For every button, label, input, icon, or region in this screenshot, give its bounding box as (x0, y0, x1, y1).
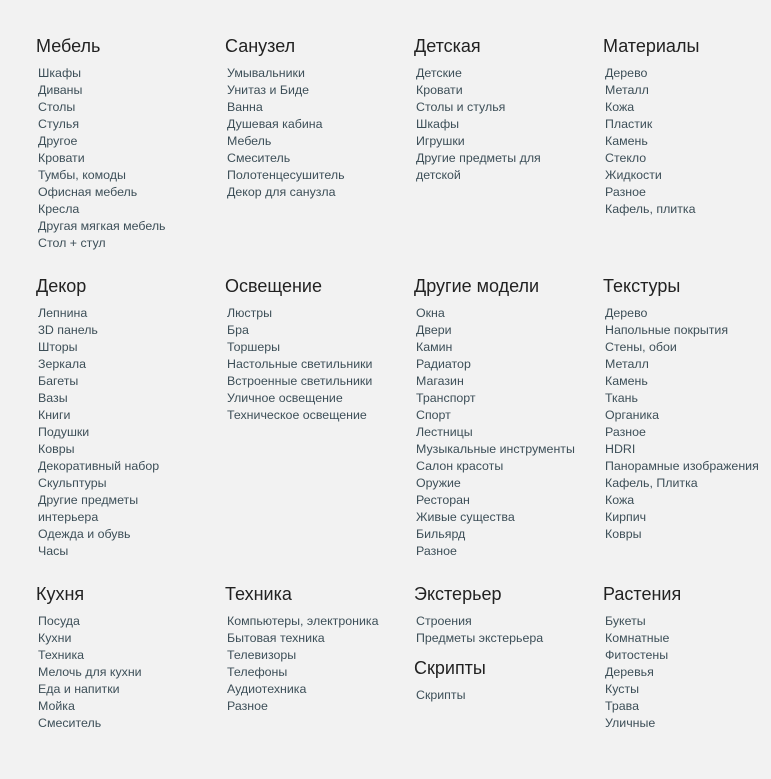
category-link[interactable]: Бильярд (416, 527, 466, 541)
list-item (227, 167, 405, 184)
category-link[interactable]: Трава (605, 699, 639, 713)
list-item (227, 664, 405, 681)
list-item (605, 339, 771, 356)
category-link[interactable]: Еда и напитки (38, 682, 120, 696)
list-item (605, 150, 771, 167)
list-item (605, 99, 771, 116)
category-link[interactable]: Транспорт (416, 391, 476, 405)
category-link[interactable]: Органика (605, 408, 660, 422)
list-item (605, 630, 771, 647)
category-link[interactable]: Полотенцесушитель (227, 168, 345, 182)
category-tekhnika (225, 583, 405, 715)
category-tekstury (603, 275, 771, 543)
list-item (38, 339, 216, 356)
category-item-list (605, 65, 771, 218)
list-item (416, 526, 594, 543)
list-item (605, 526, 771, 543)
category-link[interactable]: Металл (605, 357, 649, 371)
category-link[interactable]: Букеты (605, 614, 646, 628)
list-item (227, 65, 405, 82)
category-title: Кухня (36, 584, 85, 604)
category-link[interactable]: Люстры (227, 306, 273, 320)
category-link[interactable]: Комнатные (605, 631, 670, 645)
category-item-list (38, 65, 216, 252)
list-item (416, 441, 594, 458)
category-link[interactable]: Кожа (605, 100, 635, 114)
category-link[interactable]: Детские (416, 66, 462, 80)
list-item (416, 687, 594, 704)
category-link[interactable]: Душевая кабина (227, 117, 323, 131)
list-item (227, 82, 405, 99)
category-link[interactable]: Телефоны (227, 665, 288, 679)
category-item-list (416, 65, 594, 184)
category-link[interactable]: детской (416, 168, 461, 182)
list-item (416, 390, 594, 407)
list-item (227, 305, 405, 322)
category-link[interactable]: Диваны (38, 83, 83, 97)
category-title: Скрипты (414, 658, 486, 678)
category-link[interactable]: Ванна (227, 100, 263, 114)
category-link[interactable]: Кусты (605, 682, 640, 696)
category-link[interactable]: Уличные (605, 716, 656, 730)
list-item (605, 167, 771, 184)
list-item (605, 715, 771, 732)
category-link[interactable]: Стулья (38, 117, 80, 131)
category-item-list (416, 305, 594, 560)
category-sanuzel (225, 35, 405, 201)
category-eksterer (414, 583, 594, 647)
list-item (227, 339, 405, 356)
category-link[interactable]: Кожа (605, 493, 635, 507)
category-link[interactable]: Тумбы, комоды (38, 168, 126, 182)
list-item (38, 65, 216, 82)
category-link[interactable]: Камин (416, 340, 453, 354)
list-item (227, 116, 405, 133)
list-item (38, 475, 216, 492)
list-item (227, 99, 405, 116)
category-link[interactable]: Напольные покрытия (605, 323, 729, 337)
category-link[interactable]: Книги (38, 408, 71, 422)
list-item (38, 235, 216, 252)
list-item (416, 82, 594, 99)
category-kukhnya (36, 583, 216, 732)
list-item (416, 167, 594, 184)
category-link[interactable]: Радиатор (416, 357, 471, 371)
list-item (416, 475, 594, 492)
category-mebel (36, 35, 216, 252)
list-item (38, 613, 216, 630)
category-link[interactable]: Лестницы (416, 425, 473, 439)
category-link[interactable]: 3D панель (38, 323, 98, 337)
category-link[interactable]: Уличное освещение (227, 391, 343, 405)
category-link[interactable]: Кирпич (605, 510, 647, 524)
category-link[interactable]: Разное (416, 544, 457, 558)
category-title: Техника (225, 584, 292, 604)
category-link[interactable]: Другие предметы для (416, 151, 541, 165)
category-link[interactable]: Двери (416, 323, 452, 337)
category-link[interactable]: Салон красоты (416, 459, 504, 473)
category-link[interactable]: Другое (38, 134, 78, 148)
list-item (227, 322, 405, 339)
category-link[interactable]: Ткань (605, 391, 638, 405)
category-link[interactable]: Предметы экстерьера (416, 631, 544, 645)
list-item (38, 390, 216, 407)
category-link[interactable]: Смеситель (227, 151, 291, 165)
category-link[interactable]: Настольные светильники (227, 357, 373, 371)
list-item (416, 150, 594, 167)
list-item (416, 116, 594, 133)
list-item (38, 715, 216, 732)
list-item (605, 356, 771, 373)
category-title: Освещение (225, 276, 322, 296)
list-item (38, 82, 216, 99)
category-link[interactable]: Декоративный набор (38, 459, 160, 473)
category-link[interactable]: Смеситель (38, 716, 102, 730)
category-link[interactable]: Кухни (38, 631, 72, 645)
list-item (38, 116, 216, 133)
list-item (227, 698, 405, 715)
list-item (416, 305, 594, 322)
category-link[interactable]: Кафель, плитка (605, 202, 696, 216)
list-item (227, 630, 405, 647)
list-item (605, 664, 771, 681)
category-link[interactable]: Аудиотехника (227, 682, 307, 696)
category-link[interactable]: Ковры (605, 527, 642, 541)
category-link[interactable]: Металл (605, 83, 649, 97)
list-item (605, 65, 771, 82)
list-item (38, 543, 216, 560)
list-item (416, 339, 594, 356)
list-item (227, 373, 405, 390)
category-title: Экстерьер (414, 584, 502, 604)
category-skripty (414, 657, 594, 704)
category-link[interactable]: Бытовая техника (227, 631, 325, 645)
category-link[interactable]: Бра (227, 323, 249, 337)
list-item (416, 509, 594, 526)
list-item (227, 681, 405, 698)
list-item (38, 664, 216, 681)
category-link[interactable]: Фитостены (605, 648, 669, 662)
category-link[interactable]: Магазин (416, 374, 464, 388)
list-item (227, 390, 405, 407)
list-item (38, 647, 216, 664)
list-item (38, 356, 216, 373)
category-link[interactable]: интерьера (38, 510, 99, 524)
category-item-list (38, 613, 216, 732)
category-link[interactable]: Спорт (416, 408, 451, 422)
category-link[interactable]: Телевизоры (227, 648, 297, 662)
category-link[interactable]: Шкафы (38, 66, 82, 80)
category-link[interactable]: Столы и стулья (416, 100, 506, 114)
category-link[interactable]: Стол + стул (38, 236, 106, 250)
category-link[interactable]: Музыкальные инструменты (416, 442, 575, 456)
list-item (38, 201, 216, 218)
category-link[interactable]: Шкафы (416, 117, 460, 131)
list-item (605, 492, 771, 509)
list-item (605, 475, 771, 492)
category-link[interactable]: Вазы (38, 391, 68, 405)
list-item (605, 698, 771, 715)
category-link[interactable]: Кафель, Плитка (605, 476, 698, 490)
list-item (416, 65, 594, 82)
list-item (605, 613, 771, 630)
category-link[interactable]: Мебель (227, 134, 272, 148)
category-link[interactable]: Панорамные изображения (605, 459, 759, 473)
list-item (38, 509, 216, 526)
list-item (605, 441, 771, 458)
list-item (38, 492, 216, 509)
category-link[interactable]: Компьютеры, электроника (227, 614, 379, 628)
category-link[interactable]: Лепнина (38, 306, 88, 320)
category-link[interactable]: Живые существа (416, 510, 515, 524)
list-item (38, 305, 216, 322)
category-link[interactable]: Техническое освещение (227, 408, 367, 422)
category-link[interactable]: Дерево (605, 306, 648, 320)
category-link[interactable]: Скрипты (416, 688, 466, 702)
category-link[interactable]: Разное (227, 699, 268, 713)
list-item (38, 424, 216, 441)
category-link[interactable]: Окна (416, 306, 445, 320)
list-item (38, 630, 216, 647)
list-item (605, 116, 771, 133)
category-link[interactable]: Другие предметы (38, 493, 139, 507)
list-item (605, 201, 771, 218)
list-item (605, 305, 771, 322)
list-item (416, 458, 594, 475)
category-title: Материалы (603, 36, 700, 56)
category-link[interactable]: Разное (605, 185, 646, 199)
list-item (227, 647, 405, 664)
list-item (38, 167, 216, 184)
list-item (416, 407, 594, 424)
category-link[interactable]: Камень (605, 374, 648, 388)
list-item (38, 99, 216, 116)
category-title: Санузел (225, 36, 296, 56)
list-item (605, 373, 771, 390)
category-link[interactable]: Часы (38, 544, 69, 558)
list-item (416, 543, 594, 560)
category-item-list (227, 613, 405, 715)
list-item (38, 698, 216, 715)
list-item (416, 322, 594, 339)
list-item (416, 356, 594, 373)
category-link[interactable]: Жидкости (605, 168, 662, 182)
category-drugie-modeli (414, 275, 594, 560)
category-title: Декор (36, 276, 87, 296)
category-detskaya (414, 35, 594, 184)
category-link[interactable]: Деревья (605, 665, 654, 679)
list-item (416, 373, 594, 390)
category-link[interactable]: Ресторан (416, 493, 470, 507)
category-link[interactable]: Мойка (38, 699, 75, 713)
list-item (416, 492, 594, 509)
category-title: Текстуры (603, 276, 681, 296)
category-link[interactable]: Унитаз и Биде (227, 83, 310, 97)
category-title: Мебель (36, 36, 101, 56)
list-item (605, 647, 771, 664)
list-item (605, 390, 771, 407)
category-link[interactable]: HDRI (605, 442, 636, 456)
category-title: Растения (603, 584, 682, 604)
category-link[interactable]: Столы (38, 100, 76, 114)
category-link[interactable]: Строения (416, 614, 472, 628)
category-item-list (416, 613, 594, 647)
category-dekor (36, 275, 216, 560)
list-item (416, 613, 594, 630)
list-item (38, 150, 216, 167)
category-title: Детская (414, 36, 481, 56)
list-item (416, 133, 594, 150)
list-item (38, 133, 216, 150)
list-item (605, 407, 771, 424)
category-link[interactable]: Умывальники (227, 66, 305, 80)
list-item (605, 681, 771, 698)
category-link[interactable]: Ковры (38, 442, 75, 456)
category-link[interactable]: Декор для санузла (227, 185, 336, 199)
category-link[interactable]: Кровати (416, 83, 463, 97)
category-link[interactable]: Кровати (38, 151, 85, 165)
category-link[interactable]: Стены, обои (605, 340, 677, 354)
category-link[interactable]: Шторы (38, 340, 78, 354)
category-link[interactable]: Мелочь для кухни (38, 665, 142, 679)
category-link[interactable]: Торшеры (227, 340, 281, 354)
category-materialy (603, 35, 771, 218)
list-item (38, 681, 216, 698)
list-item (38, 373, 216, 390)
list-item (605, 509, 771, 526)
category-link[interactable]: Игрушки (416, 134, 465, 148)
list-item (605, 458, 771, 475)
category-link[interactable]: Кресла (38, 202, 80, 216)
list-item (605, 322, 771, 339)
list-item (227, 407, 405, 424)
category-link[interactable]: Подушки (38, 425, 90, 439)
category-link[interactable]: Дерево (605, 66, 648, 80)
category-link[interactable]: Оружие (416, 476, 461, 490)
category-link[interactable]: Техника (38, 648, 85, 662)
category-item-list (416, 687, 594, 704)
category-link[interactable]: Другая мягкая мебель (38, 219, 166, 233)
category-link[interactable]: Пластик (605, 117, 653, 131)
list-item (227, 184, 405, 201)
list-item (605, 184, 771, 201)
category-item-list (227, 65, 405, 201)
list-item (227, 150, 405, 167)
list-item (605, 424, 771, 441)
category-rasteniya (603, 583, 771, 732)
list-item (227, 356, 405, 373)
list-item (605, 133, 771, 150)
list-item (227, 133, 405, 150)
list-item (416, 99, 594, 116)
category-link[interactable]: Разное (605, 425, 646, 439)
category-link[interactable]: Стекло (605, 151, 647, 165)
category-item-list (605, 305, 771, 543)
category-link[interactable]: Багеты (38, 374, 79, 388)
list-item (38, 218, 216, 235)
category-item-list (38, 305, 216, 560)
category-title: Другие модели (414, 276, 540, 296)
category-link[interactable]: Офисная мебель (38, 185, 138, 199)
category-link[interactable]: Одежда и обувь (38, 527, 131, 541)
category-item-list (227, 305, 405, 424)
list-item (38, 526, 216, 543)
list-item (38, 184, 216, 201)
list-item (227, 613, 405, 630)
list-item (605, 82, 771, 99)
list-item (38, 322, 216, 339)
list-item (38, 441, 216, 458)
list-item (38, 407, 216, 424)
category-link[interactable]: Камень (605, 134, 648, 148)
list-item (38, 458, 216, 475)
list-item (416, 424, 594, 441)
category-link[interactable]: Встроенные светильники (227, 374, 373, 388)
list-item (416, 630, 594, 647)
category-link[interactable]: Зеркала (38, 357, 86, 371)
category-osveshchenie (225, 275, 405, 424)
category-link[interactable]: Посуда (38, 614, 80, 628)
category-item-list (605, 613, 771, 732)
category-link[interactable]: Скульптуры (38, 476, 107, 490)
